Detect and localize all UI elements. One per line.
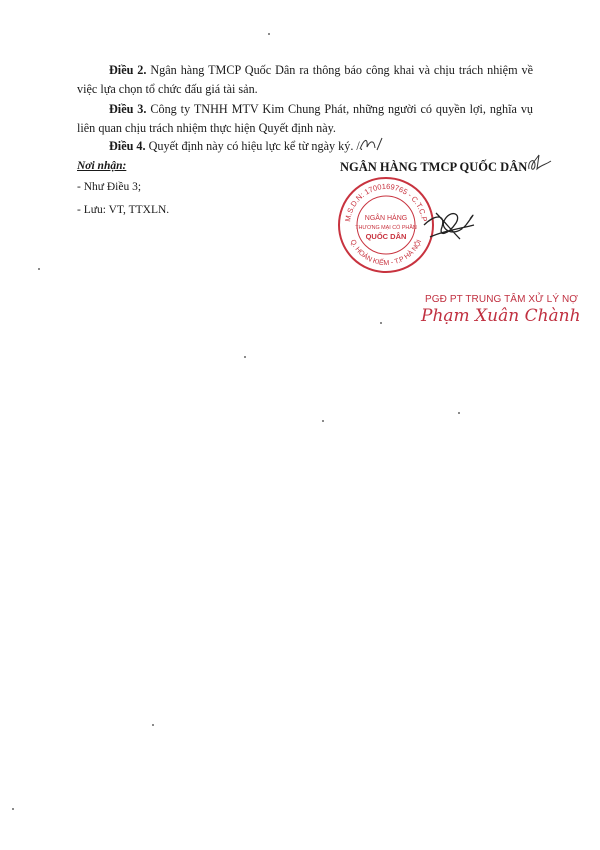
- seal-ring-top: M.S.D.N: 1700169765 - C.T.C.P: [343, 181, 429, 223]
- seal-line-2: THƯƠNG MẠI CỔ PHẦN: [355, 225, 417, 231]
- signatory-organization: NGÂN HÀNG TMCP QUỐC DÂN: [340, 160, 528, 174]
- scan-speck: [268, 33, 270, 35]
- article-4-label: Điều 4.: [109, 139, 146, 153]
- article-4: [77, 137, 533, 156]
- seal-line-1: NGÂN HÀNG: [364, 215, 408, 222]
- scan-speck: [458, 412, 460, 414]
- handwritten-signature: [420, 195, 480, 255]
- scan-speck: [12, 808, 14, 810]
- recipient-item: - Như Điều 3;: [77, 181, 142, 193]
- recipients-title: Nơi nhận:: [77, 160, 127, 172]
- scan-speck: [152, 724, 154, 726]
- article-3-label: Điều 3.: [109, 102, 147, 116]
- signatory-position: PGĐ PT TRUNG TÂM XỬ LÝ NỢ: [425, 294, 578, 305]
- scan-speck: [322, 420, 324, 422]
- signatory-name: Phạm Xuân Chành: [421, 306, 581, 326]
- article-2-label: Điều 2.: [109, 63, 147, 77]
- seal-ring-bottom: Q. HOÀN KIẾM - T.P HÀ NỘI: [348, 238, 424, 268]
- scan-speck: [380, 322, 382, 324]
- article-3: [77, 100, 533, 138]
- initial-mark: [358, 135, 386, 153]
- scan-speck: [38, 268, 40, 270]
- article-3-text: Công ty TNHH MTV Kim Chung Phát, những người có quyền lợi, nghĩa vụ liên quan chịu trách nhiệm thực hiện Quyết định này.: [77, 102, 534, 135]
- scan-speck: [244, 356, 246, 358]
- seal-line-3: QUỐC DÂN: [365, 232, 407, 241]
- recipient-item: - Lưu: VT, TTXLN.: [77, 204, 170, 216]
- article-2: [77, 61, 533, 99]
- initial-signature: [525, 153, 555, 175]
- article-2-text: Ngân hàng TMCP Quốc Dân ra thông báo công khai và chịu trách nhiệm về việc lựa chọn tổ chức đấu giá tài sản.: [77, 63, 533, 96]
- svg-text:Q. HOÀN KIẾM - T.P HÀ NỘI: [349, 239, 424, 267]
- article-4-text: Quyết định này có hiệu lực kể từ ngày ký. /.: [145, 139, 363, 153]
